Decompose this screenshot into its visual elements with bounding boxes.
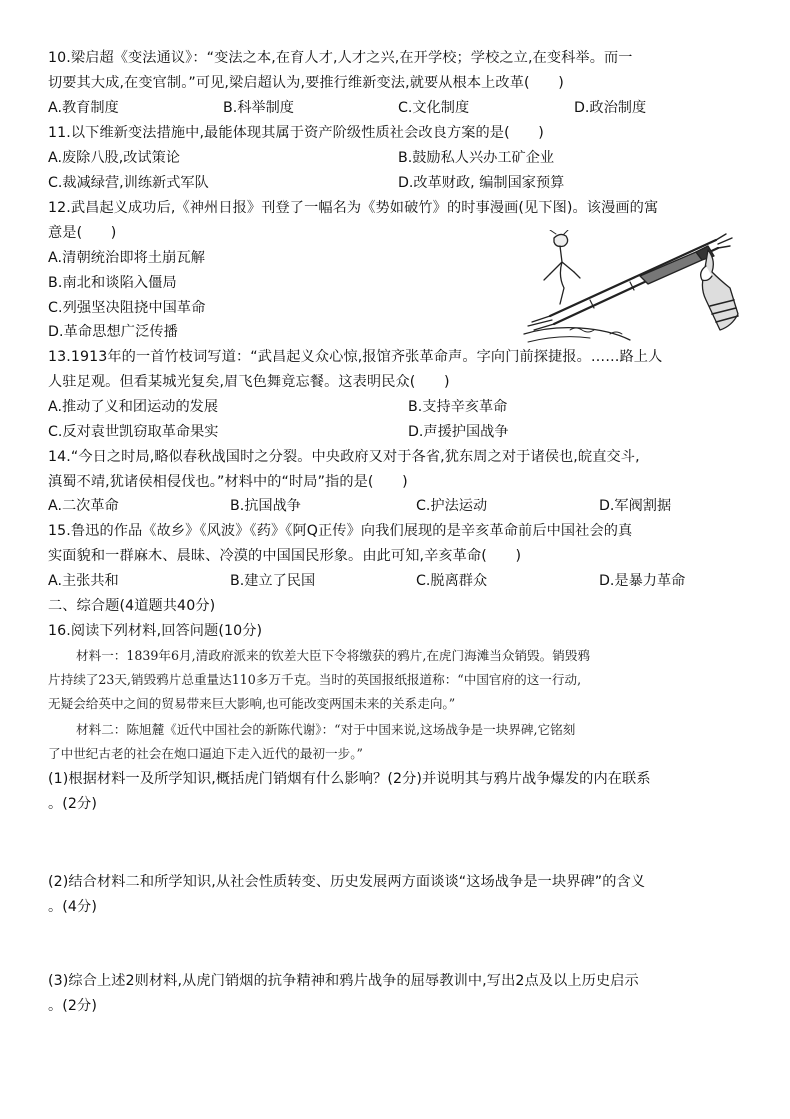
q13-option-d: D.声援护国战争: [408, 424, 509, 440]
q15-option-d: D.是暴力革命: [599, 573, 686, 589]
q16-sub1-line2: 。(2分): [48, 796, 97, 812]
q13-stem-line2: 人驻足观。但看某城光复矣,眉飞色舞竟忘餐。这表明民众( ): [48, 374, 450, 390]
q11-option-b: B.鼓励私人兴办工矿企业: [398, 150, 555, 166]
q10-stem-line1: 10.梁启超《变法通议》：“变法之本,在育人才,人才之兴,在开学校；学校之立,在变科举。而一: [48, 50, 633, 66]
q16-material2-line1: 材料二：陈旭麓《近代中国社会的新陈代谢》：“对于中国来说,这场战争是一块界碑,它铭刻: [76, 722, 576, 737]
q14-option-d: D.军阀割据: [599, 498, 672, 514]
q15-stem-line1: 15.鲁迅的作品《故乡》《风波》《药》《阿Q正传》向我们展现的是辛亥革命前后中国社会的真: [48, 523, 633, 539]
q13-stem-line1: 13.1913年的一首竹枝词写道：“武昌起义众心惊,报馆齐张革命声。字向门前探捷报。……路上人: [48, 349, 663, 365]
q10-option-b: B.科举制度: [223, 100, 294, 116]
q10-stem-line2: 切要其大成,在变官制。”可见,梁启超认为,要推行维新变法,就要从根本上改革( ): [48, 75, 564, 91]
q16-material2-line2: 了中世纪古老的社会在炮口逼迫下走入近代的最初一步。”: [48, 746, 363, 761]
q15-option-b: B.建立了民国: [230, 573, 316, 589]
q13-option-c: C.反对袁世凯窃取革命果实: [48, 424, 219, 440]
q14-option-c: C.护法运动: [416, 498, 488, 514]
q11-option-c: C.裁减绿营,训练新式军队: [48, 175, 209, 191]
q10-option-c: C.文化制度: [398, 100, 470, 116]
q14-option-b: B.抗国战争: [230, 498, 301, 514]
q12-option-a: A.清朝统治即将土崩瓦解: [48, 250, 206, 266]
q15-option-c: C.脱离群众: [416, 573, 488, 589]
q12-stem-line2: 意是( ): [48, 225, 117, 241]
q13-option-a: A.推动了义和团运动的发展: [48, 399, 219, 415]
q16-material1-line2: 片持续了23天,销毁鸦片总重量达110多万千克。当时的英国报纸报道称：“中国官府的这一行动,: [48, 672, 582, 687]
q16-sub1-line1: (1)根据材料一及所学知识,概括虎门销烟有什么影响？(2分)并说明其与鸦片战争爆发的内在联系: [48, 771, 651, 787]
q15-stem-line2: 实面貌和一群麻木、晨昧、冷漠的中国国民形象。由此可知,辛亥革命( ): [48, 548, 522, 564]
q16-sub2-line2: 。(4分): [48, 899, 97, 915]
q16-material1-line3: 无疑会给英中之间的贸易带来巨大影响,也可能改变两国未来的关系走向。”: [48, 696, 456, 711]
q16-sub3-line1: (3)综合上述2则材料,从虎门销烟的抗争精神和鸦片战争的屈辱教训中,写出2点及以上历史启示: [48, 973, 639, 989]
q11-option-d: D.改革财政, 编制国家预算: [398, 175, 565, 191]
cartoon-illustration: [520, 230, 742, 350]
q11-option-a: A.废除八股,改试策论: [48, 150, 180, 166]
q16-title: 16.阅读下列材料,回答问题(10分): [48, 623, 263, 639]
q16-material1-line1: 材料一：1839年6月,清政府派来的钦差大臣下令将缴获的鸦片,在虎门海滩当众销毁。销毁鸦: [76, 648, 591, 663]
q10-option-d: D.政治制度: [574, 100, 647, 116]
q16-sub3-line2: 。(2分): [48, 998, 97, 1014]
q14-stem-line2: 滇蜀不靖,犹诸侯相侵伐也。”材料中的“时局”指的是( ): [48, 474, 408, 490]
q15-option-a: A.主张共和: [48, 573, 119, 589]
q12-option-d: D.革命思想广泛传播: [48, 324, 178, 340]
q10-option-a: A.教育制度: [48, 100, 119, 116]
q11-stem: 11.以下维新变法措施中,最能体现其属于资产阶级性质社会改良方案的是( ): [48, 125, 544, 141]
q16-sub2-line1: (2)结合材料二和所学知识,从社会性质转变、历史发展两方面谈谈“这场战争是一块界碑”的含义: [48, 874, 646, 890]
section-2-heading: 二、综合题(4道题共40分): [48, 598, 216, 614]
q14-stem-line1: 14.“今日之时局,略似春秋战国时之分裂。中央政府又对于各省,犹东周之对于诸侯也,皖直交斗,: [48, 449, 640, 465]
q12-stem-line1: 12.武昌起义成功后,《神州日报》刊登了一幅名为《势如破竹》的时事漫画(见下图)。该漫画的寓: [48, 200, 659, 216]
q13-option-b: B.支持辛亥革命: [408, 399, 508, 415]
q14-option-a: A.二次革命: [48, 498, 119, 514]
q12-option-c: C.列强坚决阻挠中国革命: [48, 300, 206, 316]
q12-option-b: B.南北和谈陷入僵局: [48, 275, 177, 291]
